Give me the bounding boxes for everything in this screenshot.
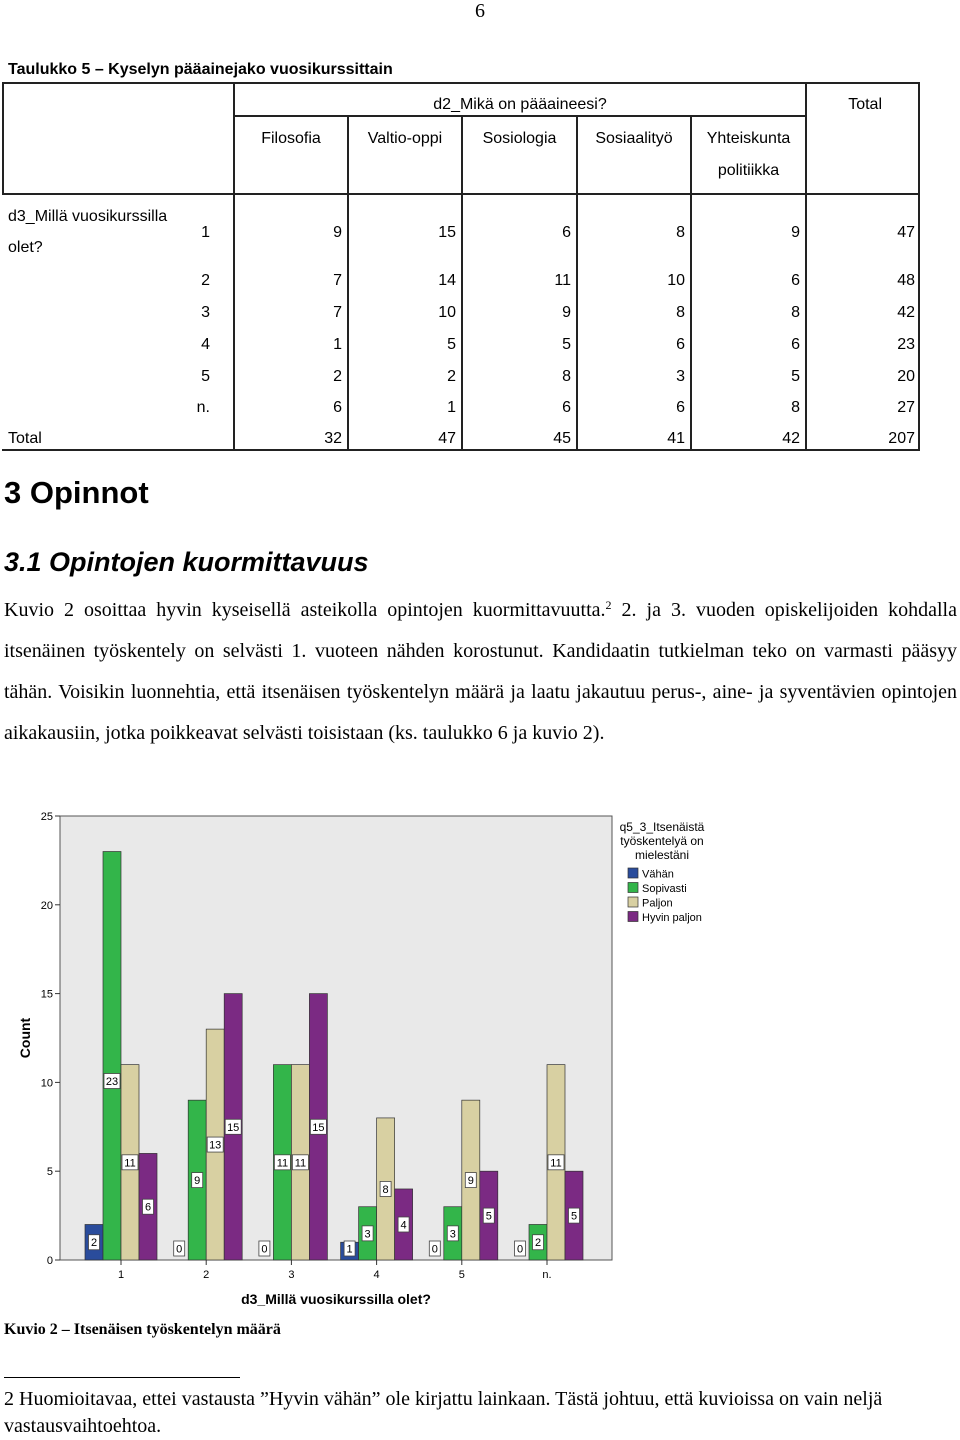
footnote-rule	[4, 1377, 240, 1378]
legend-title: mielestäni	[634, 848, 690, 862]
row-variable-label-line2: olet?	[8, 239, 43, 256]
table-col-divider	[347, 195, 349, 449]
data-label: 0	[516, 1243, 524, 1256]
table-cell: 9	[791, 224, 800, 241]
table-cell: 8	[676, 224, 685, 241]
column-header: Valtio-oppi	[367, 130, 443, 147]
table-cell: 8	[676, 304, 685, 321]
legend-swatch	[628, 868, 638, 878]
table-cell: 10	[667, 272, 685, 289]
data-label: 11	[276, 1157, 289, 1170]
data-label: 2	[90, 1237, 98, 1250]
x-tick-label: 3	[288, 1269, 295, 1281]
x-tick-label: 5	[458, 1269, 465, 1281]
grand-total: 207	[888, 430, 915, 447]
column-header: Sosiaalityö	[595, 130, 673, 147]
legend-swatch	[628, 883, 638, 893]
data-label: 9	[467, 1175, 474, 1188]
row-label: 4	[201, 336, 210, 353]
y-axis-label: Count	[17, 1017, 33, 1059]
table-cell: 3	[676, 368, 685, 385]
figure-caption: Kuvio 2 – Itsenäisen työskentelyn määrä	[4, 1321, 281, 1338]
body-paragraph	[4, 590, 957, 754]
row-label: 2	[201, 272, 210, 289]
page-number: 6	[475, 0, 485, 22]
table-col-divider	[576, 195, 578, 449]
data-label: 9	[194, 1175, 201, 1188]
column-header-line2: politiikka	[717, 162, 780, 179]
table-cell: 1	[333, 336, 342, 353]
row-total: 20	[897, 368, 915, 385]
column-header: Sosiologia	[482, 130, 557, 147]
total-header: Total	[848, 96, 882, 113]
data-label: 11	[124, 1157, 136, 1170]
row-total: 27	[897, 399, 915, 416]
data-label: 15	[312, 1121, 325, 1134]
table-border-top	[2, 82, 920, 84]
subsection-heading: 3.1 Opintojen kuormittavuus	[4, 547, 369, 577]
row-variable-label: d3_Millä vuosikurssilla	[8, 208, 168, 225]
data-label: 11	[550, 1157, 562, 1170]
column-header: Yhteiskunta	[706, 130, 791, 147]
x-tick-label: 2	[203, 1269, 210, 1281]
x-axis-label: d3_Millä vuosikurssilla olet?	[241, 1291, 431, 1307]
table-col-divider	[690, 195, 692, 449]
data-label: 3	[364, 1228, 371, 1241]
x-tick-label: 1	[117, 1269, 125, 1281]
legend-label: Paljon	[642, 897, 673, 910]
y-tick-label: 20	[40, 899, 53, 912]
table-cell: 5	[791, 368, 800, 385]
table-cell: 10	[438, 304, 456, 321]
y-tick-label: 10	[40, 1077, 53, 1090]
data-label: 0	[261, 1243, 268, 1256]
data-label: 0	[176, 1243, 183, 1256]
table-cell: 9	[333, 224, 342, 241]
table-cell: 5	[562, 336, 571, 353]
table-header-rule	[233, 115, 806, 117]
total-row-cell: 41	[667, 430, 685, 447]
table-col-divider	[576, 115, 578, 193]
section-heading: 3 Opinnot	[4, 475, 149, 510]
data-label: 3	[449, 1228, 456, 1241]
table-divider-total	[805, 82, 807, 451]
row-total: 23	[897, 336, 915, 353]
data-label: 11	[294, 1157, 307, 1170]
para-text-2: 2. ja 3. vuoden opiskelijoiden kohdalla itsenäinen työskentely on selvästi 1. vuoteen nähden korostunut. Kandidaatin tutkielman teko on varmasti pääsyy tähän. Voisikin luonnehtia, että itsenäisen työskentelyn määrä ja laatu jakautuu perus-, aine- ja syventävien opintojen aikakausiin, jotka poikkeavat selvästi toisistaan (ks. taulukko 6 ja kuvio 2).	[4, 599, 957, 744]
row-total: 47	[897, 224, 915, 241]
table-caption: Taulukko 5 – Kyselyn pääainejako vuosikurssittain	[8, 61, 393, 78]
legend-title: q5_3_Itsenäistä	[619, 820, 705, 834]
table-cell: 7	[333, 272, 342, 289]
column-variable-label: d2_Mikä on pääaineesi?	[433, 96, 607, 113]
legend-title: työskentelyä on	[620, 834, 704, 848]
legend-swatch	[628, 897, 638, 907]
data-label: 0	[431, 1243, 438, 1256]
data-label: 8	[382, 1183, 389, 1196]
total-row-cell: 32	[324, 430, 342, 447]
row-total: 42	[897, 304, 915, 321]
row-label: 3	[201, 304, 210, 321]
total-row-cell: 47	[438, 430, 456, 447]
data-label: 5	[485, 1210, 492, 1223]
table-cell: 7	[333, 304, 342, 321]
table-cell: 1	[447, 399, 456, 416]
data-label: 6	[144, 1201, 152, 1214]
data-label: 13	[209, 1139, 222, 1152]
bar-chart	[8, 808, 708, 1308]
table-cell: 8	[562, 368, 571, 385]
table-cell: 2	[447, 368, 456, 385]
y-tick-label: 15	[40, 988, 53, 1001]
legend-swatch	[628, 912, 638, 922]
table-cell: 14	[438, 272, 456, 289]
column-header: Filosofia	[261, 130, 321, 147]
footnote: 2 Huomioitavaa, ettei vastausta ”Hyvin vähän” ole kirjattu lainkaan. Tästä johtuu, että kuvioissa on vain neljä vastausvaihtoehtoa.	[4, 1388, 883, 1437]
legend-label: Sopivasti	[642, 883, 687, 895]
table-cell: 6	[333, 399, 342, 416]
row-total: 48	[897, 272, 915, 289]
para-text-1: Kuvio 2 osoittaa hyvin kyseisellä asteikolla opintojen kuormittavuutta.	[4, 599, 606, 621]
data-label: 1	[346, 1243, 353, 1256]
table-col-divider	[347, 115, 349, 193]
table-cell: 11	[554, 272, 571, 289]
legend-label: Vähän	[642, 868, 674, 881]
x-tick-label: 4	[373, 1269, 380, 1281]
table-col-divider	[461, 195, 463, 449]
data-label: 4	[400, 1219, 407, 1232]
table-cell: 5	[447, 336, 456, 353]
data-label: 2	[534, 1237, 542, 1250]
table-cell: 15	[438, 224, 456, 241]
table-cell: 8	[791, 399, 800, 416]
table-cell: 6	[562, 399, 571, 416]
legend-label: Hyvin paljon	[642, 912, 702, 924]
table-cell: 6	[676, 399, 685, 416]
bar	[103, 852, 121, 1260]
data-label: 23	[105, 1076, 119, 1089]
table-cell: 6	[562, 224, 571, 241]
table-col-divider	[690, 115, 692, 193]
total-row-cell: 42	[782, 430, 800, 447]
footnote-reference[interactable]: 2	[605, 598, 612, 612]
table-col-divider	[461, 115, 463, 193]
table-cell: 6	[676, 336, 685, 353]
total-row-cell: 45	[553, 430, 571, 447]
y-tick-label: 0	[46, 1255, 53, 1267]
table-border-right	[918, 82, 920, 451]
table-cell: 6	[791, 272, 800, 289]
row-label: 5	[201, 368, 210, 385]
data-label: 15	[227, 1121, 240, 1134]
y-tick-label: 25	[40, 811, 53, 823]
table-cell: 9	[562, 304, 571, 321]
y-tick-label: 5	[46, 1166, 53, 1179]
row-label: n.	[196, 399, 210, 416]
table-cell: 2	[333, 368, 342, 385]
table-cell: 8	[791, 304, 800, 321]
data-label: 5	[570, 1210, 578, 1223]
row-label: 1	[201, 224, 210, 241]
table-border-left	[2, 82, 4, 194]
table-cell: 6	[791, 336, 800, 353]
total-row-label: Total	[8, 430, 42, 447]
table-border-bottom	[2, 449, 920, 451]
x-tick-label: n.	[542, 1269, 552, 1281]
